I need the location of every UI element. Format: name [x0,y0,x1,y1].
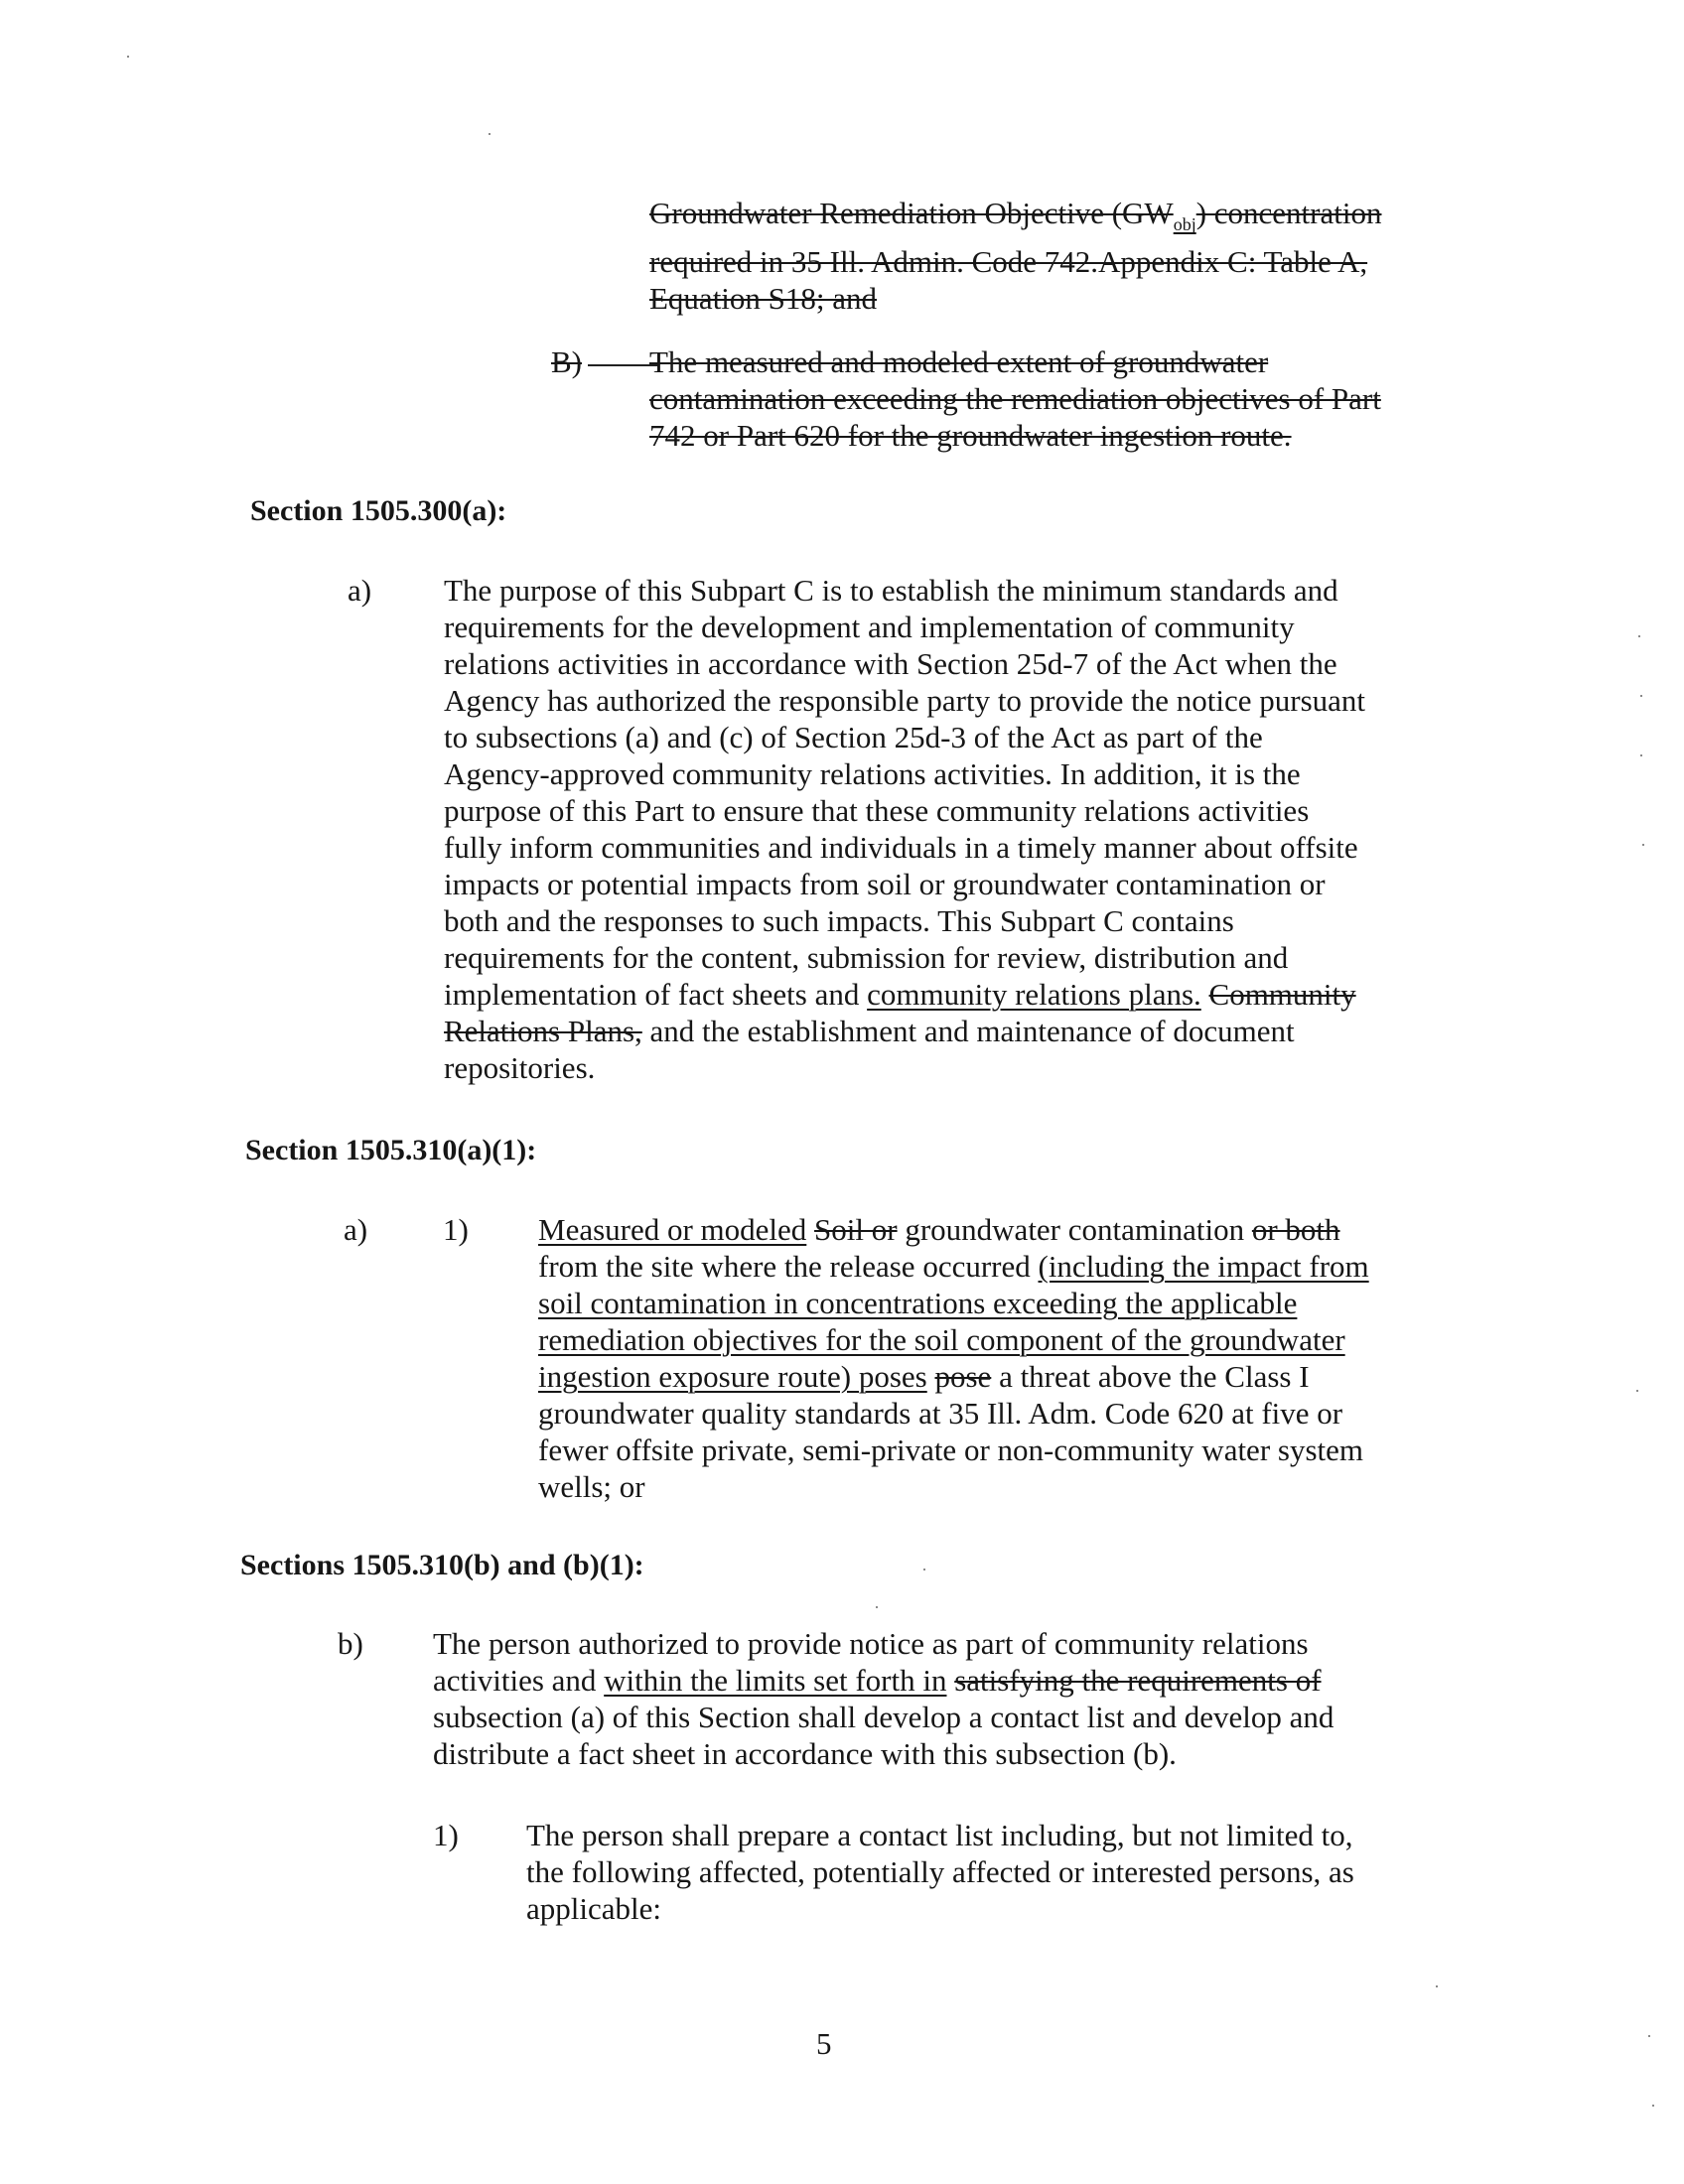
struck-item-b [649,343,1543,454]
scan-speck [127,56,129,58]
struck-line: 742 or Part 620 for the groundwater ingestion route. [649,418,1292,453]
text-line: Agency has authorized the responsible party to provide the notice pursuant [444,683,1366,718]
struck-line: required in 35 Ill. Admin. Code 742.Appendix C: Table A, [649,244,1368,280]
text-line: impacts or potential impacts from soil or groundwater contamination or [444,867,1326,901]
text-line: distribute a fact sheet in accordance with this subsection (b). [433,1736,1177,1771]
text-line: ingestion exposure route) poses pose a threat above the Class I [538,1359,1310,1394]
scan-speck [1642,844,1644,846]
text-line: from the site where the release occurred (including the impact from [538,1249,1369,1284]
scan-speck [1638,635,1640,637]
struck-line: Equation S18; and [649,281,878,317]
section-heading-300a: Section 1505.300(a): [250,494,507,527]
text-line: wells; or [538,1469,645,1504]
struck-line: contamination exceeding the remediation objectives of Part [649,381,1381,416]
text-line: relations activities in accordance with Section 25d-7 of the Act when the [444,646,1337,681]
subsection-marker-a: a) [344,1212,368,1247]
struck-item-marker-b: B) [551,343,657,380]
scan-speck [1640,695,1642,697]
text-line: Measured or modeled Soil or groundwater contamination or both [538,1212,1340,1247]
text-line: fully inform communities and individuals in a timely manner about offsite [444,830,1358,865]
text-line: fewer offsite private, semi-private or non-community water system [538,1433,1364,1467]
text-line: both and the responses to such impacts. This Subpart C contains [444,903,1234,938]
paragraph-310b1 [526,1817,1559,1927]
text-line: repositories. [444,1050,596,1085]
subsection-marker-b: b) [338,1626,363,1661]
scan-speck [1648,2035,1650,2037]
text-line: purpose of this Part to ensure that these community relations activities [444,793,1310,828]
text-line: requirements for the development and implementation of community [444,610,1295,644]
section-heading-310a1: Section 1505.310(a)(1): [245,1134,537,1166]
text-line: requirements for the content, submission for review, distribution and [444,940,1289,975]
text-line: groundwater quality standards at 35 Ill. Adm. Code 620 at five or [538,1396,1343,1431]
paragraph-310b [433,1625,1545,1772]
text-line: remediation objectives for the soil component of the groundwater [538,1322,1345,1357]
scan-speck [1640,754,1642,756]
text-line: The purpose of this Subpart C is to establish the minimum standards and [444,573,1338,608]
text-line: the following affected, potentially affected or interested persons, as [526,1854,1354,1889]
struck-paragraph-gwobj [649,195,1543,317]
text-line: soil contamination in concentrations exceeding the applicable [538,1286,1298,1320]
text-line: The person shall prepare a contact list including, but not limited to, [526,1818,1353,1852]
text-line: Agency-approved community relations activities. In addition, it is the [444,756,1301,791]
scan-speck [923,1569,925,1570]
section-heading-310b: Sections 1505.310(b) and (b)(1): [240,1549,644,1581]
text-line: The person authorized to provide notice as part of community relations [433,1626,1309,1661]
text-line: Relations Plans, and the establishment and maintenance of document [444,1014,1295,1048]
struck-line: The measured and modeled extent of groundwater [649,344,1269,379]
paragraph-300a [444,572,1556,1086]
subsection-marker-a: a) [348,573,372,608]
paragraph-310a1 [538,1211,1571,1505]
text-line: implementation of fact sheets and community relations plans. Community [444,977,1356,1012]
scan-speck [1652,2105,1654,2107]
scan-speck [1436,1985,1438,1987]
item-marker-1: 1) [433,1818,459,1852]
text-line: applicable: [526,1891,661,1926]
text-line: activities and within the limits set forth in satisfying the requirements of [433,1663,1322,1698]
item-marker-1: 1) [443,1212,469,1247]
struck-line: Groundwater Remediation Objective $(GW_{obj})$ concentration [649,196,1382,235]
scan-speck [1636,1390,1638,1392]
scan-speck [876,1606,878,1608]
page-number: 5 [816,2026,832,2061]
text-line: to subsections (a) and (c) of Section 25d-3 of the Act as part of the [444,720,1263,754]
scan-speck [489,133,491,135]
text-line: subsection (a) of this Section shall develop a contact list and develop and [433,1700,1334,1734]
